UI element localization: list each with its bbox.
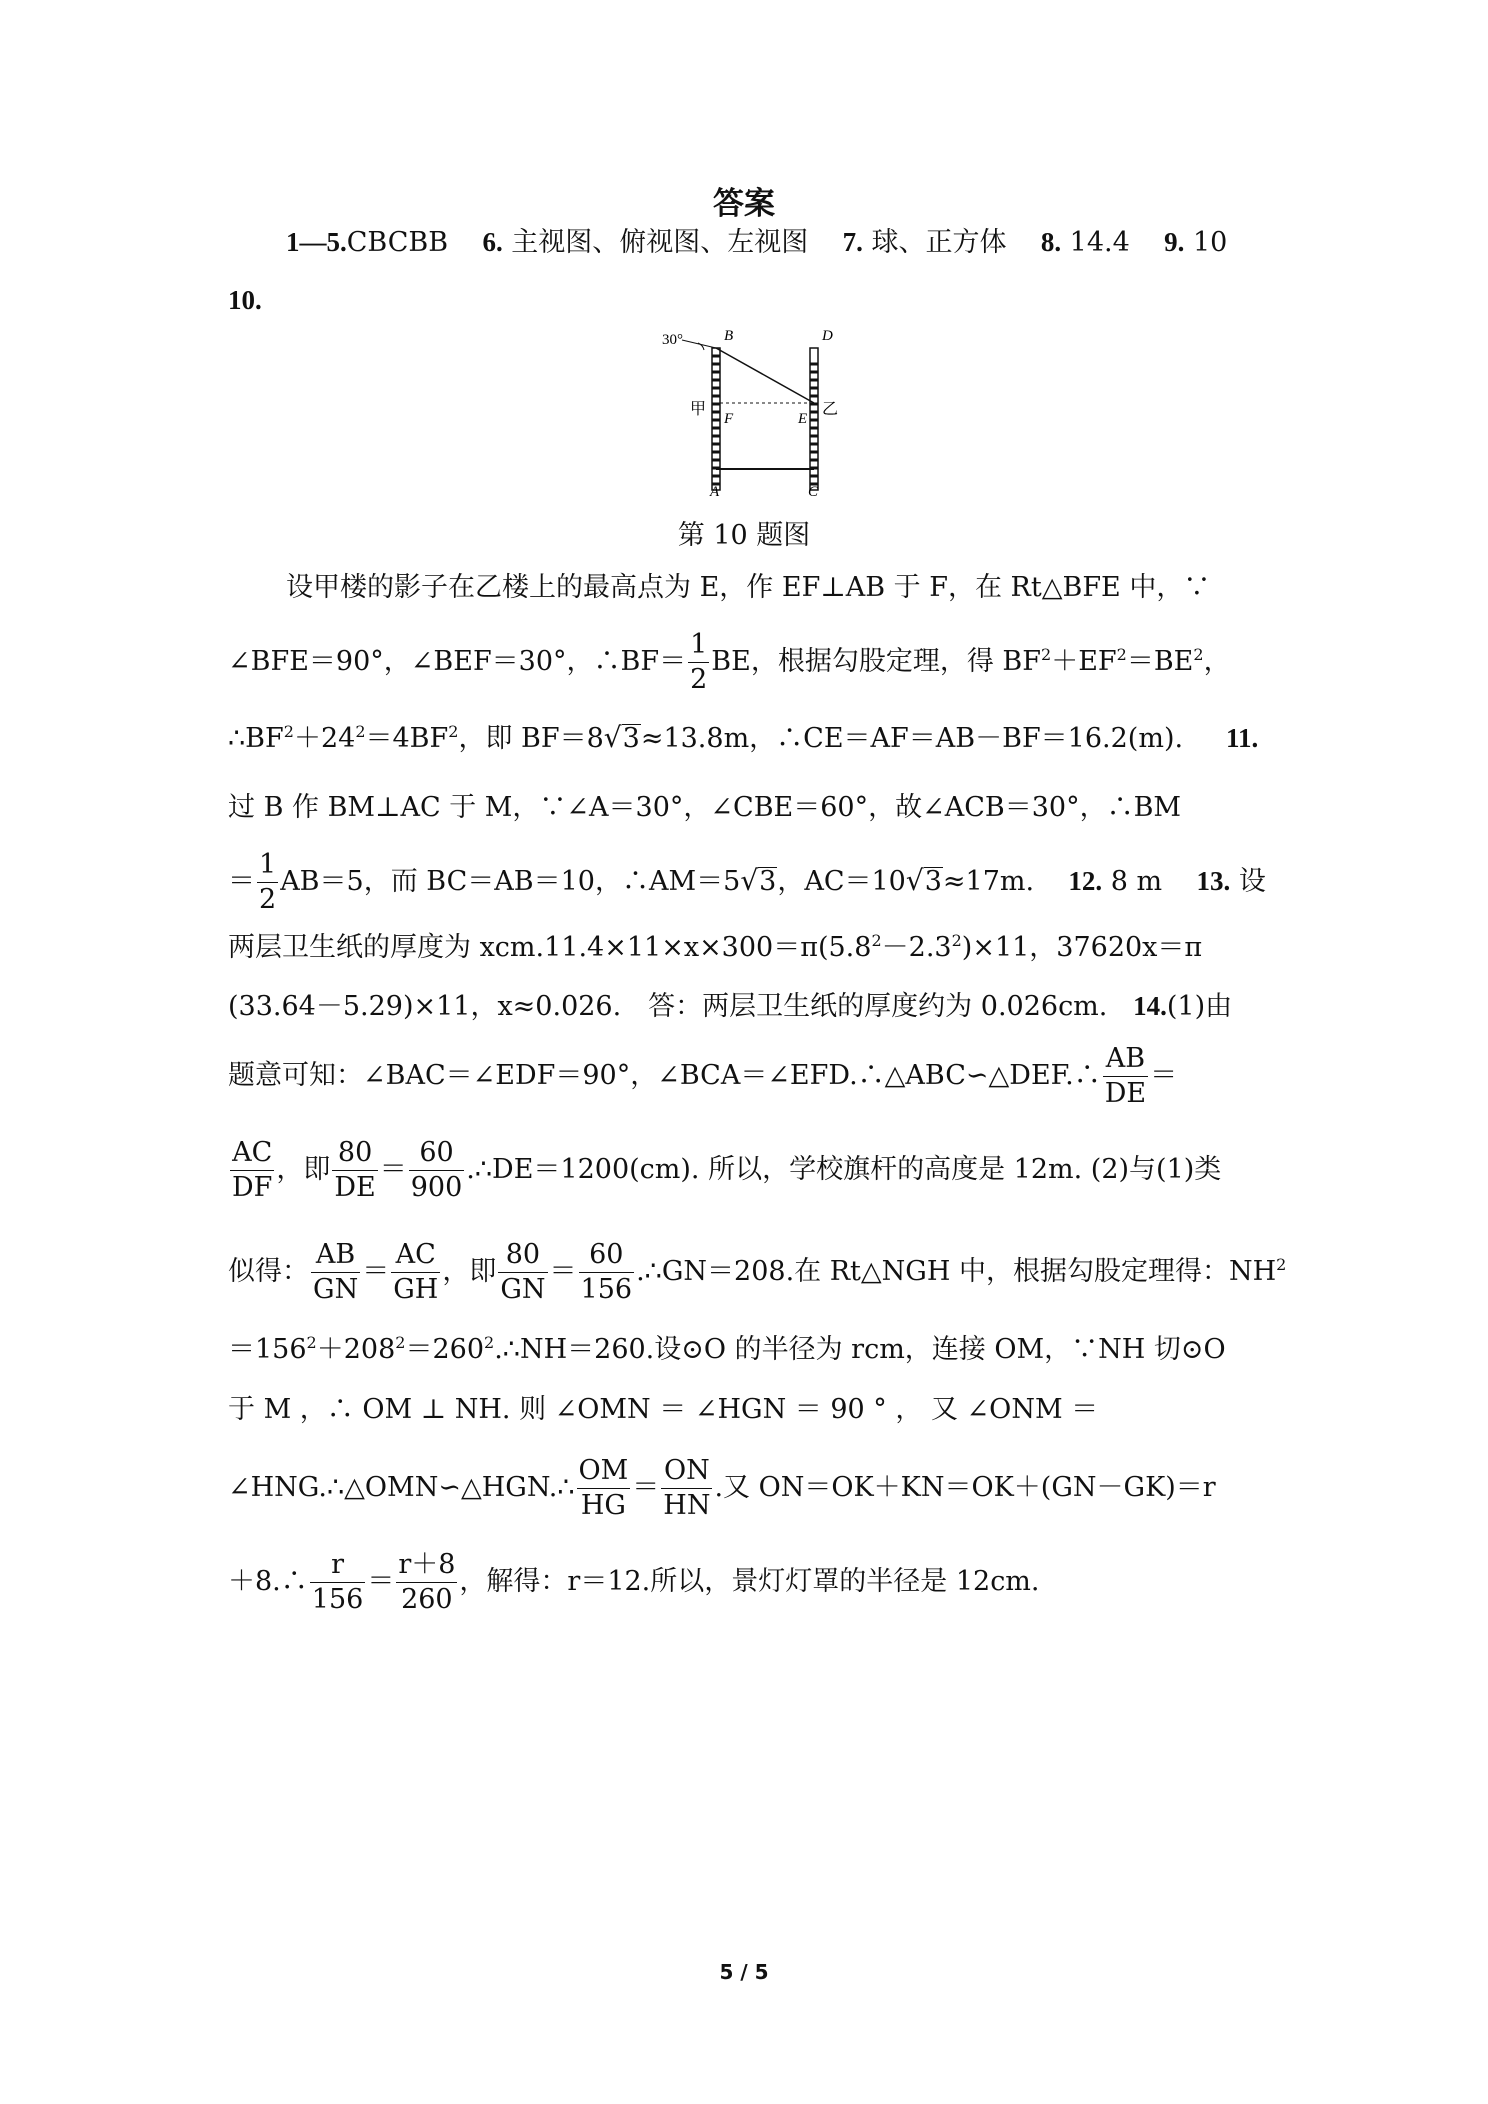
q6-number: 6. <box>482 227 503 257</box>
line5-text-b: AB＝5，而 BC＝AB＝10，∴AM＝5 <box>280 866 741 897</box>
line13-text-c: .又 ON＝OK＋KN＝OK＋(GN－GK)＝r <box>714 1472 1216 1503</box>
point-e-label: E <box>798 411 808 427</box>
line2-text-a: ∠BFE＝90°，∠BEF＝30°，∴BF＝ <box>228 646 687 677</box>
superscript-2: 2 <box>484 1333 495 1352</box>
fraction-denominator: 2 <box>259 884 277 915</box>
line10-text-b: ＝ <box>362 1256 390 1287</box>
fraction-denominator: 156 <box>580 1274 633 1305</box>
superscript-2: 2 <box>306 1333 317 1352</box>
solution-line-4: 过 B 作 BM⊥AC 于 M，∵∠A＝30°，∠CBE＝60°，故∠ACB＝30°，∴BM <box>228 792 1182 823</box>
line10-text-c: ，即 <box>442 1256 497 1287</box>
point-c-label: C <box>808 484 819 496</box>
fraction-half-1 <box>688 628 709 697</box>
fraction-denominator: 2 <box>690 664 708 695</box>
q8-answer: 14.4 <box>1069 227 1130 258</box>
fraction-denominator: 260 <box>401 1584 453 1615</box>
line13-text-b: ＝ <box>632 1472 660 1503</box>
line3-text-b: ＋24 <box>293 723 356 754</box>
line9-text-b: ＝ <box>379 1154 407 1185</box>
superscript-2: 2 <box>951 931 962 950</box>
fraction-denominator: DF <box>232 1172 273 1203</box>
q7-number: 7. <box>842 227 863 257</box>
radicand: 3 <box>759 866 777 897</box>
fraction-numerator: r＋8 <box>396 1548 457 1583</box>
sqrt-3: √3 <box>740 864 777 897</box>
line11-text-d: .∴NH＝260.设⊙O 的半径为 rcm，连接 OM，∵NH 切⊙O <box>494 1334 1226 1365</box>
solution-line-7 <box>228 986 1268 1027</box>
superscript-2: 2 <box>395 1333 406 1352</box>
fraction-denominator: DE <box>1104 1078 1147 1109</box>
line3-text-e: ≈13.8m，∴CE＝AF＝AB－BF＝16.2(m). <box>640 723 1184 754</box>
point-d-label: D <box>822 328 833 344</box>
fraction-60-900 <box>409 1136 465 1205</box>
radicand: 3 <box>924 866 942 897</box>
superscript-2: 2 <box>1116 645 1127 664</box>
superscript-2: 2 <box>1041 645 1052 664</box>
solution-line-11 <box>228 1330 1268 1370</box>
q7-answer: 球、正方体 <box>871 227 1007 258</box>
solution-line-3 <box>228 718 1268 759</box>
fraction-denominator: HN <box>663 1490 711 1521</box>
solution-line-9 <box>228 1136 1268 1205</box>
superscript-2: 2 <box>1276 1255 1287 1274</box>
building-yi-label: 乙 <box>822 399 839 418</box>
fraction-numerator: 1 <box>257 848 278 883</box>
solution-line-6 <box>228 928 1268 968</box>
fraction-60-156 <box>579 1238 635 1307</box>
q1-5-answer: CBCBB <box>346 227 449 258</box>
fraction-numerator: r <box>310 1548 366 1583</box>
line3-text-c: ＝4BF <box>365 723 449 754</box>
q6-answer: 主视图、俯视图、左视图 <box>511 227 809 258</box>
fraction-numerator: 60 <box>409 1136 465 1171</box>
fraction-ab-de <box>1103 1042 1148 1111</box>
q1-5-number: 1—5. <box>286 227 347 257</box>
line6-text-b: －2.3 <box>881 932 952 963</box>
superscript-2: 2 <box>283 722 294 741</box>
fraction-denominator: HG <box>580 1490 626 1521</box>
solution-line-12: 于 M ，∴ OM ⊥ NH. 则 ∠OMN ＝ ∠HGN ＝ 90 ° ， 又 ∠ONM ＝ <box>228 1394 1099 1425</box>
q10-number: 10. <box>228 285 262 315</box>
line14-text-b: ＝ <box>367 1566 395 1597</box>
line9-text-a: ，即 <box>276 1154 331 1185</box>
line9-text-c: .∴DE＝1200(cm). 所以，学校旗杆的高度是 12m. (2)与(1)类 <box>466 1154 1222 1185</box>
figure-caption: 第 10 题图 <box>677 520 811 551</box>
point-a-label: A <box>710 484 720 496</box>
fraction-on-hn <box>661 1454 712 1523</box>
sqrt-3: √3 <box>905 864 942 897</box>
line10-text-d: ＝ <box>549 1256 577 1287</box>
line13-text-a: ∠HNG.∴△OMN∽△HGN.∴ <box>228 1472 575 1503</box>
line2-text-b: BE，根据勾股定理，得 BF <box>711 646 1042 677</box>
q13-number: 13. <box>1196 866 1231 896</box>
line5-text-c: ，AC＝10 <box>777 866 906 897</box>
radicand: 3 <box>622 723 640 754</box>
fraction-80-gn <box>498 1238 547 1307</box>
fraction-r8-260 <box>396 1548 457 1617</box>
fraction-ab-gn <box>311 1238 360 1307</box>
superscript-2: 2 <box>355 722 366 741</box>
superscript-2: 2 <box>1193 645 1204 664</box>
fraction-numerator: 80 <box>498 1238 547 1273</box>
line2-text-d: ＝BE <box>1126 646 1194 677</box>
line5-text-d: ≈17m. <box>942 866 1035 897</box>
question-10-figure <box>662 326 872 496</box>
line3-text-d: ，即 BF＝8 <box>458 723 604 754</box>
line7-text-a: (33.64－5.29)×11，x≈0.026. 答：两层卫生纸的厚度约为 0.026cm. <box>228 991 1108 1022</box>
line11-text-c: ＝260 <box>405 1334 485 1365</box>
line14-text-c: ，解得：r＝12.所以，景灯灯罩的半径是 12cm. <box>459 1566 1040 1597</box>
fraction-80-de <box>332 1136 377 1205</box>
solution-line-1: 设甲楼的影子在乙楼上的最高点为 E，作 EF⊥AB 于 F，在 Rt△BFE 中，∵ <box>286 572 1211 603</box>
building-jia-label: 甲 <box>690 399 707 418</box>
line10-text-a: 似得： <box>228 1256 309 1287</box>
q9-number: 9. <box>1164 227 1185 257</box>
q14-number: 14. <box>1133 991 1167 1021</box>
fraction-numerator: AB <box>311 1238 360 1273</box>
fraction-numerator: 1 <box>688 628 709 663</box>
line6-text-a: 两层卫生纸的厚度为 xcm.11.4×11×x×300＝π(5.8 <box>228 932 872 963</box>
line7-text-b: (1)由 <box>1166 991 1233 1022</box>
sqrt-3: √3 <box>603 721 640 754</box>
point-b-label: B <box>724 328 734 344</box>
fraction-denominator: GN <box>313 1274 359 1305</box>
fraction-numerator: ON <box>661 1454 712 1489</box>
fraction-numerator: OM <box>577 1454 631 1489</box>
line14-text-a: ＋8.∴ <box>228 1566 308 1597</box>
line8-text-b: ＝ <box>1150 1060 1178 1091</box>
answers-line-1-9 <box>286 222 1326 263</box>
fraction-half-2 <box>257 848 278 917</box>
q10-number-line <box>228 280 1268 321</box>
superscript-2: 2 <box>448 722 459 741</box>
point-f-label: F <box>724 411 734 427</box>
solution-line-14 <box>228 1548 1268 1617</box>
fraction-numerator: AB <box>1103 1042 1148 1077</box>
solution-line-13 <box>228 1454 1268 1523</box>
q12-answer: 8 m <box>1110 866 1163 897</box>
fraction-denominator: GN <box>500 1274 546 1305</box>
fraction-ac-gh <box>391 1238 440 1307</box>
fraction-denominator: 900 <box>410 1172 463 1203</box>
fraction-numerator: AC <box>230 1136 274 1171</box>
fraction-om-hg <box>577 1454 631 1523</box>
q8-number: 8. <box>1040 227 1062 257</box>
line6-text-c: )×11，37620x＝π <box>961 932 1203 963</box>
solution-line-2 <box>228 628 1268 697</box>
page-number: 5 / 5 <box>719 1960 769 1984</box>
line2-text-e: ， <box>1203 646 1231 677</box>
sun-ray-line <box>716 348 814 403</box>
solution-line-10 <box>228 1238 1287 1307</box>
solution-line-8 <box>228 1042 1268 1111</box>
line10-text-e: .∴GN＝208.在 Rt△NGH 中，根据勾股定理得：NH <box>636 1256 1277 1287</box>
line2-text-c: ＋EF <box>1051 646 1117 677</box>
fraction-numerator: 80 <box>332 1136 377 1171</box>
line11-text-a: ＝156 <box>228 1334 307 1365</box>
superscript-2: 2 <box>871 931 882 950</box>
line8-text-a: 题意可知：∠BAC＝∠EDF＝90°，∠BCA＝∠EFD.∴△ABC∽△DEF.∴ <box>228 1060 1101 1091</box>
line3-text-a: ∴BF <box>228 723 284 754</box>
angle-30-label: 30° <box>662 332 683 348</box>
fraction-ac-df <box>230 1136 274 1205</box>
q12-number: 12. <box>1068 866 1103 896</box>
line5-text-e: 设 <box>1238 866 1266 897</box>
fraction-numerator: AC <box>391 1238 440 1273</box>
fraction-r-156 <box>310 1548 366 1617</box>
line5-text-a: ＝ <box>228 866 255 897</box>
page-title: 答案 <box>713 186 775 222</box>
fraction-numerator: 60 <box>579 1238 635 1273</box>
line11-text-b: ＋208 <box>316 1334 396 1365</box>
fraction-denominator: 156 <box>311 1584 364 1615</box>
fraction-denominator: GH <box>393 1274 439 1305</box>
q9-answer: 10 <box>1192 227 1228 258</box>
q11-number: 11. <box>1225 723 1259 753</box>
solution-line-5 <box>228 848 1268 917</box>
fraction-denominator: DE <box>334 1172 376 1203</box>
